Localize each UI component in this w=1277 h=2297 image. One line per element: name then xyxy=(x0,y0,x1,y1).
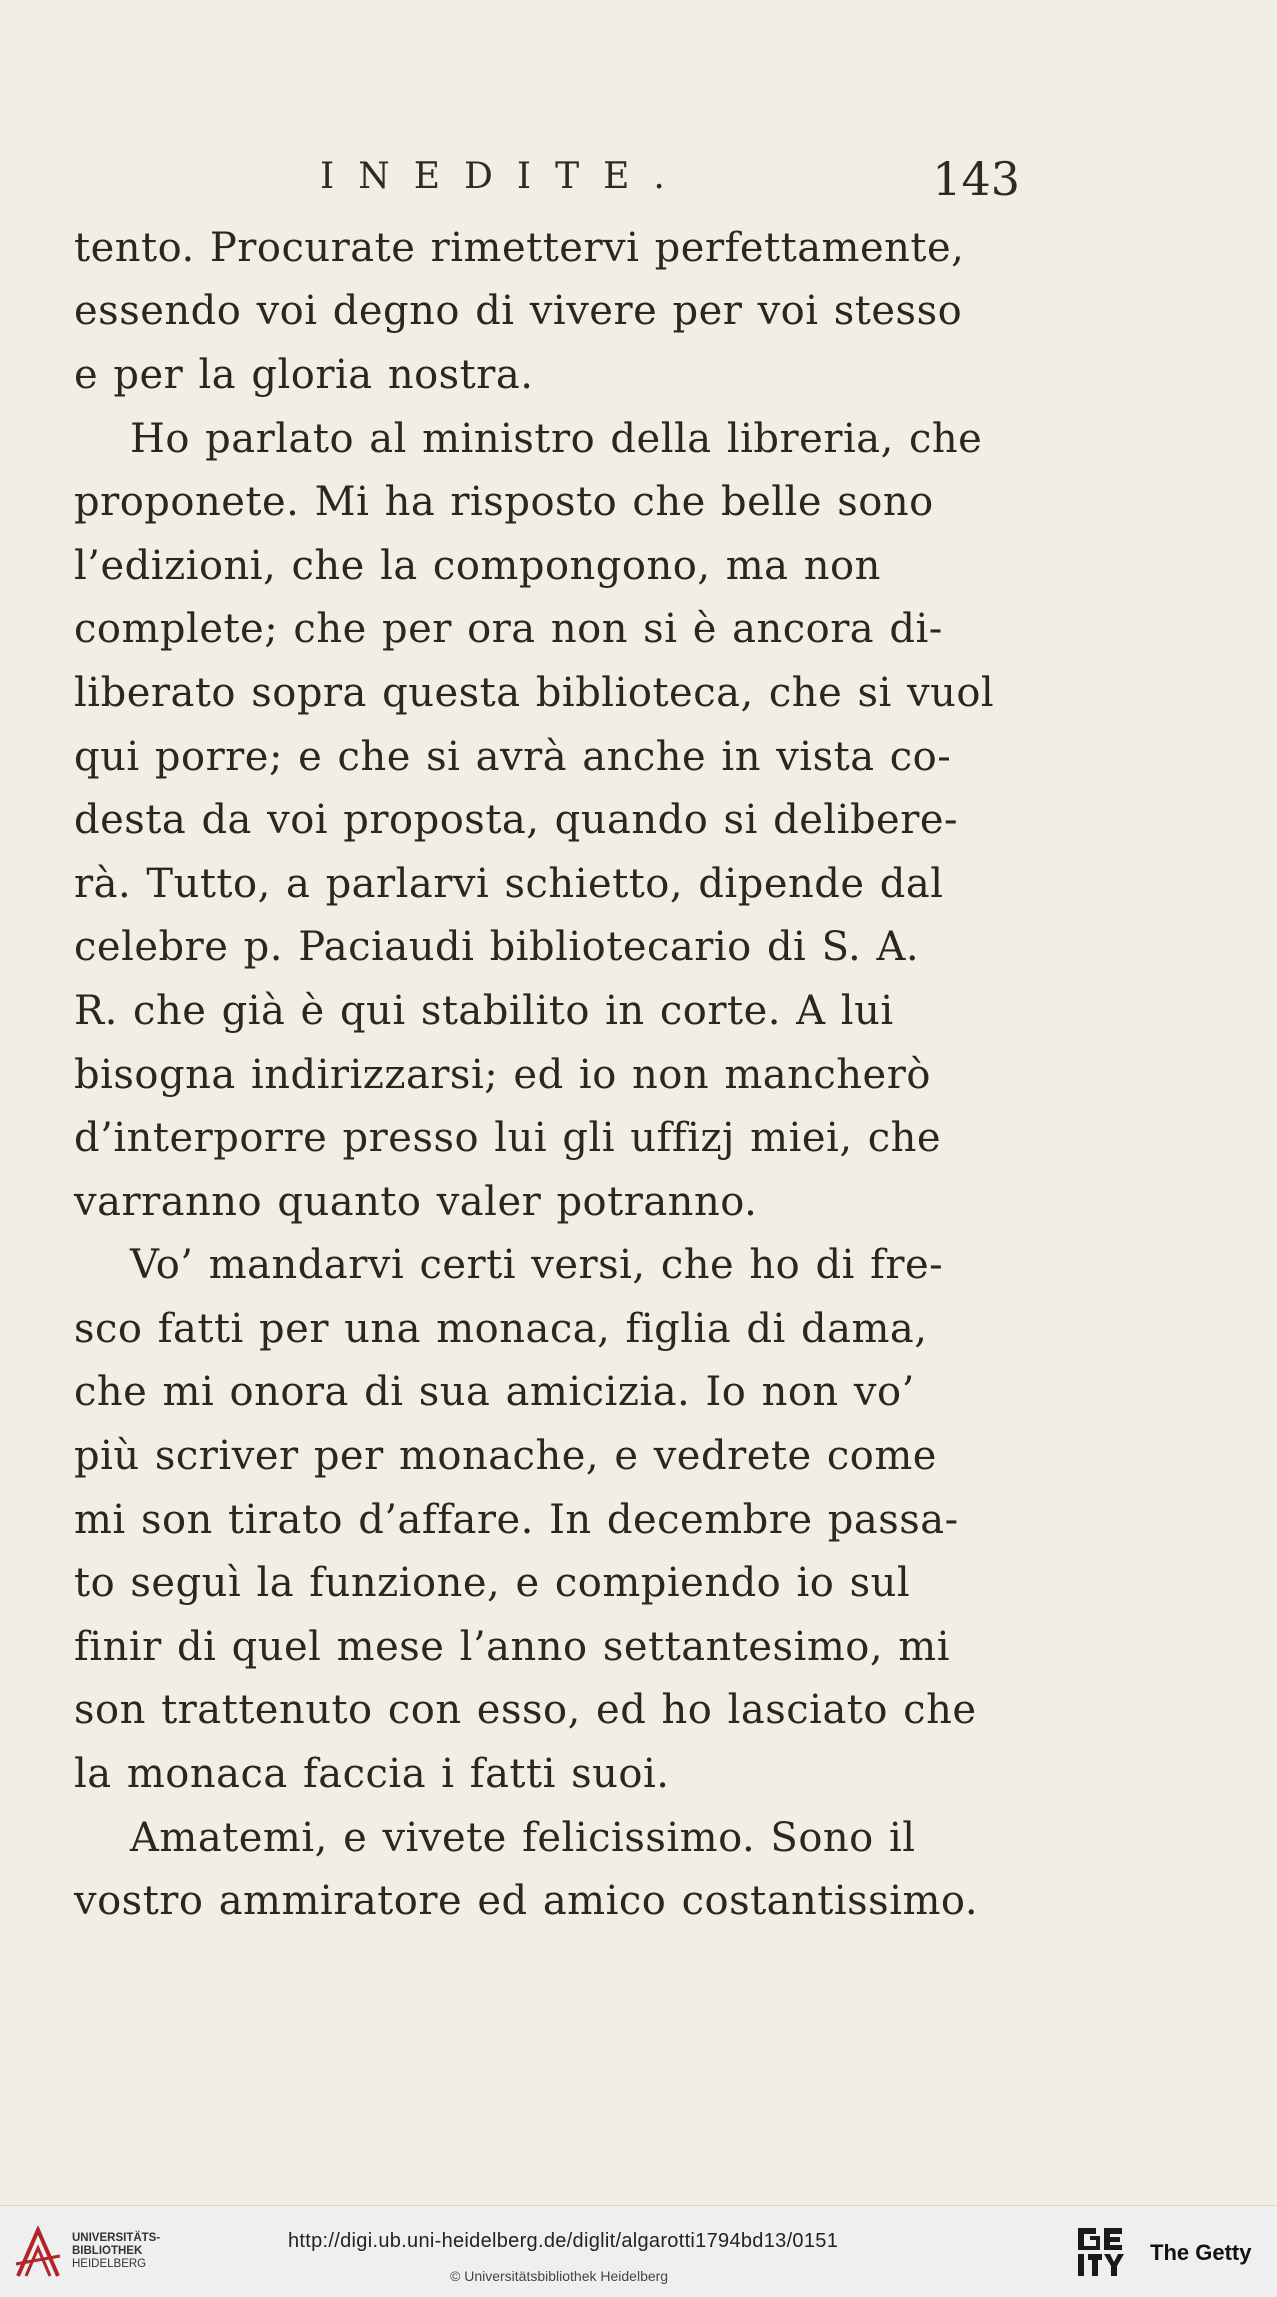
page-number: 143 xyxy=(932,152,1020,206)
text-line: più scriver per monache, e vedrete come xyxy=(74,1433,937,1480)
text-line: Ho parlato al ministro della libreria, che xyxy=(130,415,983,462)
getty-name: The Getty xyxy=(1150,2240,1252,2265)
copyright-notice: © Universitätsbibliothek Heidelberg xyxy=(450,2268,669,2284)
text-line: proponete. Mi ha risposto che belle sono xyxy=(74,479,934,526)
text-line: d’interporre presso lui gli uffizj miei, che xyxy=(74,1115,942,1162)
text-line: mi son tirato d’affare. In decembre passa- xyxy=(74,1496,959,1543)
text-line: la monaca faccia i fatti suoi. xyxy=(74,1751,670,1798)
getty-logo-icon xyxy=(1074,2224,1126,2280)
body-text xyxy=(74,216,1044,1933)
permalink-url[interactable]: http://digi.ub.uni-heidelberg.de/diglit/algarotti1794bd13/0151 xyxy=(288,2230,839,2252)
text-line: essendo voi degno di vivere per voi stesso xyxy=(74,288,963,335)
text-line: R. che già è qui stabilito in corte. A lui xyxy=(74,987,894,1034)
text-line: Vo’ mandarvi certi versi, che ho di fre- xyxy=(130,1242,944,1289)
text-line: e per la gloria nostra. xyxy=(74,351,534,398)
text-line: qui porre; e che si avrà anche in vista co- xyxy=(74,733,952,780)
text-line: rà. Tutto, a parlarvi schietto, dipende dal xyxy=(74,860,944,907)
text-line: desta da voi proposta, quando si delibere- xyxy=(74,797,959,844)
text-line: son trattenuto con esso, ed ho lasciato che xyxy=(74,1687,977,1734)
text-line: l’edizioni, che la compongono, ma non xyxy=(74,542,881,589)
text-line: complete; che per ora non si è ancora di- xyxy=(74,606,943,653)
text-line: tento. Procurate rimettervi perfettamente, xyxy=(74,224,965,271)
text-line: varranno quanto valer potranno. xyxy=(74,1178,758,1225)
running-head: INEDITE. xyxy=(320,156,689,197)
library-name-line3: HEIDELBERG xyxy=(72,2258,147,2270)
text-line: Amatemi, e vivete felicissimo. Sono il xyxy=(130,1814,916,1861)
library-name xyxy=(72,2232,160,2271)
text-line: finir di quel mese l’anno settantesimo, mi xyxy=(74,1623,951,1670)
text-line: liberato sopra questa biblioteca, che si vuol xyxy=(74,669,995,716)
page-header xyxy=(320,152,1020,212)
text-line: bisogna indirizzarsi; ed io non mancherò xyxy=(74,1051,931,1098)
library-name-line2: BIBLIOTHEK xyxy=(72,2245,143,2257)
university-library-logo-icon xyxy=(14,2226,62,2280)
text-line: sco fatti per una monaca, figlia di dama, xyxy=(74,1305,928,1352)
footer-bar xyxy=(0,2205,1277,2297)
text-line: che mi onora di sua amicizia. Io non vo’ xyxy=(74,1369,915,1416)
text-line: celebre p. Paciaudi bibliotecario di S. A. xyxy=(74,924,920,971)
text-line: vostro ammiratore ed amico costantissimo. xyxy=(74,1878,979,1925)
library-name-line1: UNIVERSITÄTS- xyxy=(72,2232,161,2244)
text-line: to seguì la funzione, e compiendo io sul xyxy=(74,1560,911,1607)
